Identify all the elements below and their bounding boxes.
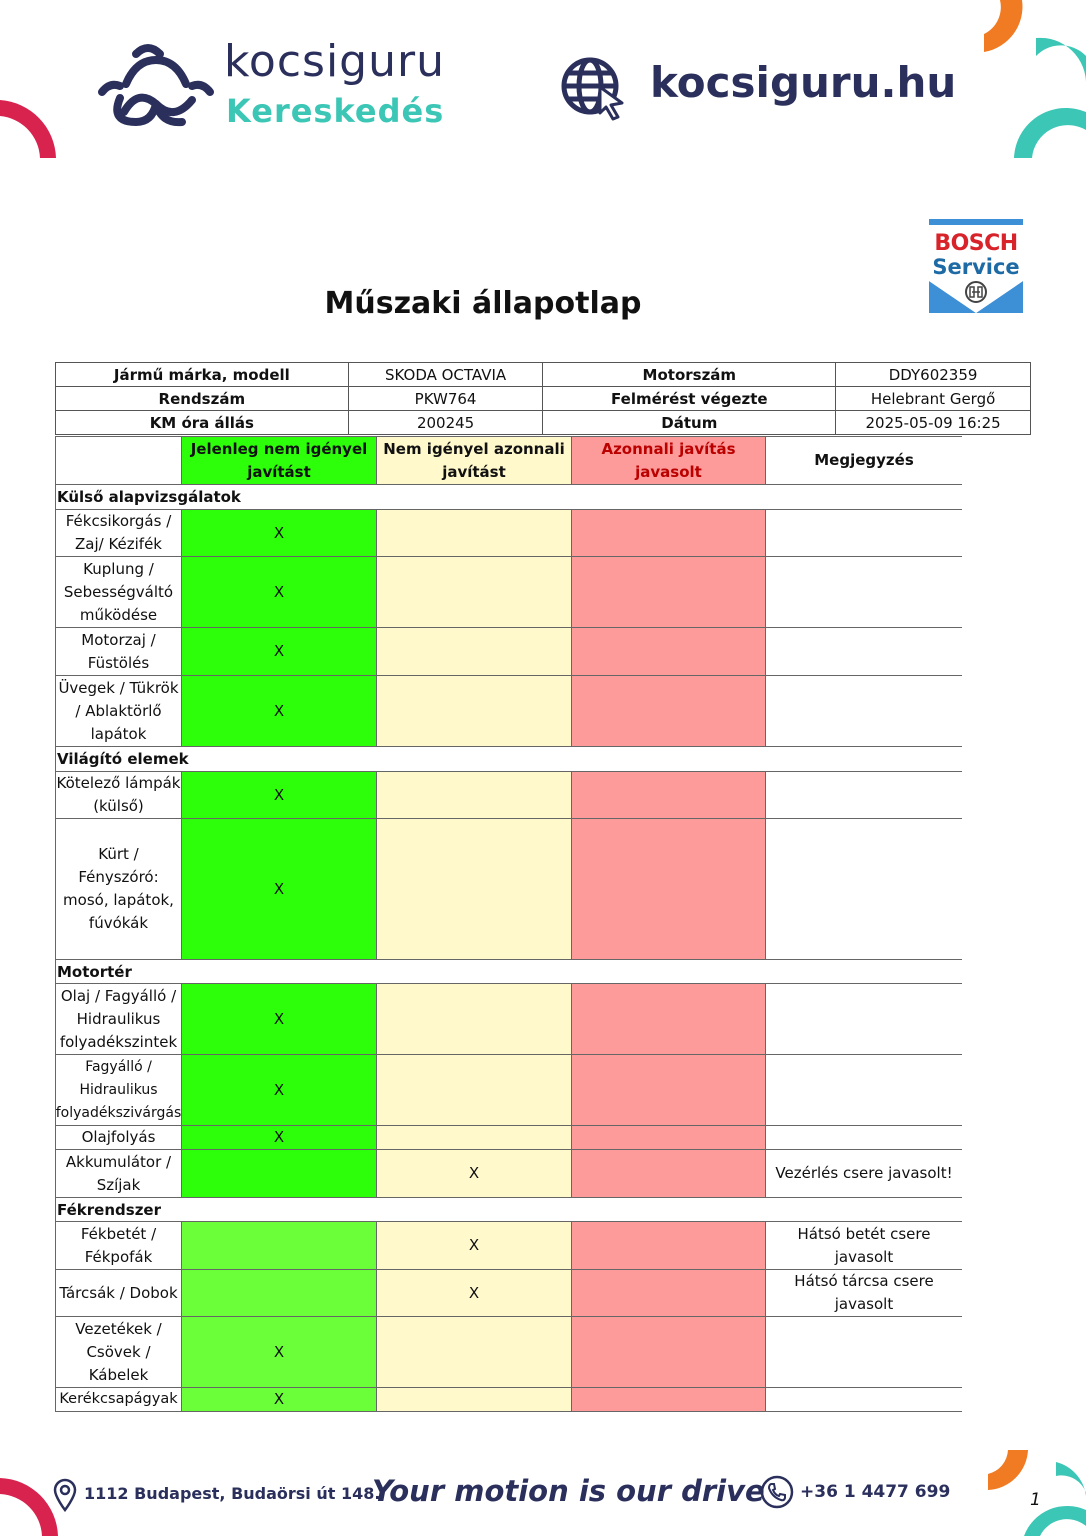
item-label: Fagyálló / Hidraulikus folyadékszivárgás	[55, 1055, 181, 1125]
item-note	[766, 676, 962, 746]
mark-now[interactable]	[571, 772, 766, 818]
item-note	[766, 1388, 962, 1411]
mark-ok[interactable]: X	[181, 1126, 376, 1149]
header-note: Megjegyzés	[814, 451, 914, 469]
mark-ok[interactable]	[181, 1222, 376, 1269]
section-header: Fékrendszer	[55, 1198, 962, 1222]
item-note: Vezérlés csere javasolt!	[775, 1164, 953, 1182]
item-label: Akkumulátor / Szíjak	[55, 1150, 181, 1197]
item-note	[766, 557, 962, 627]
section-header: Külső alapvizsgálatok	[55, 485, 962, 510]
mark-ok[interactable]: X	[181, 1317, 376, 1387]
brand-name: kocsiguru	[224, 36, 445, 87]
mark-ok[interactable]: X	[181, 510, 376, 556]
section-header: Világító elemek	[55, 747, 962, 772]
mark-later[interactable]: X	[376, 1222, 571, 1269]
mark-ok[interactable]: X	[181, 1388, 376, 1411]
date-label: Dátum	[543, 411, 836, 435]
item-label: Kürt / Fényszóró: mosó, lapátok, fúvókák	[55, 819, 181, 959]
mark-now[interactable]	[571, 984, 766, 1054]
item-label: Kerékcsapágyak	[55, 1388, 181, 1411]
table-row	[55, 1126, 962, 1150]
mark-now[interactable]	[571, 819, 766, 959]
item-note	[766, 1317, 962, 1387]
item-note	[766, 1126, 962, 1149]
item-label: Motorzaj / Füstölés	[55, 628, 181, 675]
header-later: Nem igényel azonnali javítást	[376, 437, 571, 484]
mark-now[interactable]	[571, 557, 766, 627]
mark-ok[interactable]: X	[181, 772, 376, 818]
item-note	[766, 1055, 962, 1125]
location-pin-icon	[52, 1478, 78, 1512]
mark-later[interactable]	[376, 772, 571, 818]
surveyor-label: Felmérést végezte	[543, 387, 836, 411]
mark-now[interactable]	[571, 1222, 766, 1269]
mark-later[interactable]: X	[376, 1270, 571, 1316]
plate-value: PKW764	[348, 387, 543, 411]
mark-later[interactable]	[376, 1317, 571, 1387]
header-now: Azonnali javítás javasolt	[571, 437, 766, 484]
mark-ok[interactable]	[181, 1150, 376, 1197]
footer-address: 1112 Budapest, Budaörsi út 148.	[84, 1484, 381, 1503]
item-note	[766, 819, 962, 959]
table-row	[55, 1388, 962, 1412]
mark-ok[interactable]	[181, 1270, 376, 1316]
header-item-cell	[55, 437, 181, 484]
make-value: SKODA OCTAVIA	[348, 363, 543, 387]
date-value: 2025-05-09 16:25	[836, 411, 1031, 435]
info-row	[56, 363, 1031, 387]
kocsiguru-logo-icon	[96, 38, 216, 130]
mark-later[interactable]	[376, 676, 571, 746]
info-row	[56, 387, 1031, 411]
mark-later[interactable]	[376, 510, 571, 556]
item-label: Tárcsák / Dobok	[55, 1270, 181, 1316]
item-label: Kuplung / Sebességváltó működése	[55, 557, 181, 627]
engine-label: Motorszám	[543, 363, 836, 387]
mark-later[interactable]	[376, 819, 571, 959]
mark-ok[interactable]: X	[181, 819, 376, 959]
item-label: Kötelező lámpák (külső)	[55, 772, 181, 818]
mark-later[interactable]	[376, 1126, 571, 1149]
item-note	[766, 510, 962, 556]
mark-later[interactable]	[376, 1055, 571, 1125]
mark-later[interactable]	[376, 1388, 571, 1411]
mark-now[interactable]	[571, 676, 766, 746]
item-label: Üvegek / Tükrök / Ablaktörlő lapátok	[55, 676, 181, 746]
item-label: Fékcsikorgás / Zaj/ Kézifék	[55, 510, 181, 556]
item-note	[766, 984, 962, 1054]
mark-later[interactable]	[376, 628, 571, 675]
item-label: Vezetékek / Csövek / Kábelek	[55, 1317, 181, 1387]
page-title: Műszaki állapotlap	[324, 286, 642, 321]
mark-later[interactable]	[376, 557, 571, 627]
mark-now[interactable]	[571, 1126, 766, 1149]
grid-header-row	[55, 436, 962, 485]
km-value: 200245	[348, 411, 543, 435]
mark-now[interactable]	[571, 510, 766, 556]
mark-later[interactable]: X	[376, 1150, 571, 1197]
item-label: Olajfolyás	[55, 1126, 181, 1149]
table-row	[55, 1222, 962, 1270]
page-number: 1	[1030, 1490, 1041, 1510]
footer-phone[interactable]: +36 1 4477 699	[800, 1482, 951, 1502]
table-row	[55, 772, 962, 819]
plate-label: Rendszám	[56, 387, 349, 411]
globe-cursor-icon[interactable]	[560, 55, 626, 121]
item-label: Fékbetét / Fékpofák	[55, 1222, 181, 1269]
mark-now[interactable]	[571, 628, 766, 675]
table-row	[55, 557, 962, 628]
mark-later[interactable]	[376, 984, 571, 1054]
corner-decoration-top-left	[0, 0, 70, 170]
item-label: Olaj / Fagyálló / Hidraulikus folyadékszintek	[55, 984, 181, 1054]
surveyor-value: Helebrant Gergő	[836, 387, 1031, 411]
vehicle-info-table	[55, 362, 1031, 435]
brand-subtitle: Kereskedés	[226, 92, 445, 130]
table-row	[55, 676, 962, 747]
mark-now[interactable]	[571, 1055, 766, 1125]
corner-decoration-top-right	[960, 0, 1086, 170]
badge-line1: BOSCH	[934, 231, 1018, 256]
mark-now[interactable]	[571, 1270, 766, 1316]
table-row	[55, 984, 962, 1055]
item-note	[766, 772, 962, 818]
section-header: Motortér	[55, 960, 962, 984]
mark-now[interactable]	[571, 1388, 766, 1411]
mark-now[interactable]	[571, 1317, 766, 1387]
table-row	[55, 510, 962, 557]
table-row	[55, 819, 962, 960]
item-note: Hátsó betét csere javasolt	[797, 1224, 931, 1266]
mark-ok[interactable]: X	[181, 557, 376, 627]
table-row	[55, 628, 962, 676]
phone-icon	[760, 1475, 794, 1509]
table-row	[55, 1270, 962, 1317]
item-note: Hátsó tárcsa csere javasolt	[794, 1272, 934, 1313]
header-ok: Jelenleg nem igényel javítást	[181, 437, 376, 484]
mark-ok[interactable]: X	[181, 984, 376, 1054]
info-row	[56, 411, 1031, 435]
table-row	[55, 1317, 962, 1388]
mark-ok[interactable]: X	[181, 628, 376, 675]
condition-grid	[55, 436, 962, 1412]
table-row	[55, 1055, 962, 1126]
mark-now[interactable]	[571, 1150, 766, 1197]
item-note	[766, 628, 962, 675]
mark-ok[interactable]: X	[181, 1055, 376, 1125]
badge-line2: Service	[932, 255, 1020, 279]
footer-motto: Your motion is our drive	[372, 1474, 765, 1508]
make-label: Jármű márka, modell	[56, 363, 349, 387]
engine-value: DDY602359	[836, 363, 1031, 387]
website-link[interactable]: kocsiguru.hu	[650, 58, 957, 107]
table-row	[55, 1150, 962, 1198]
km-label: KM óra állás	[56, 411, 349, 435]
mark-ok[interactable]: X	[181, 676, 376, 746]
